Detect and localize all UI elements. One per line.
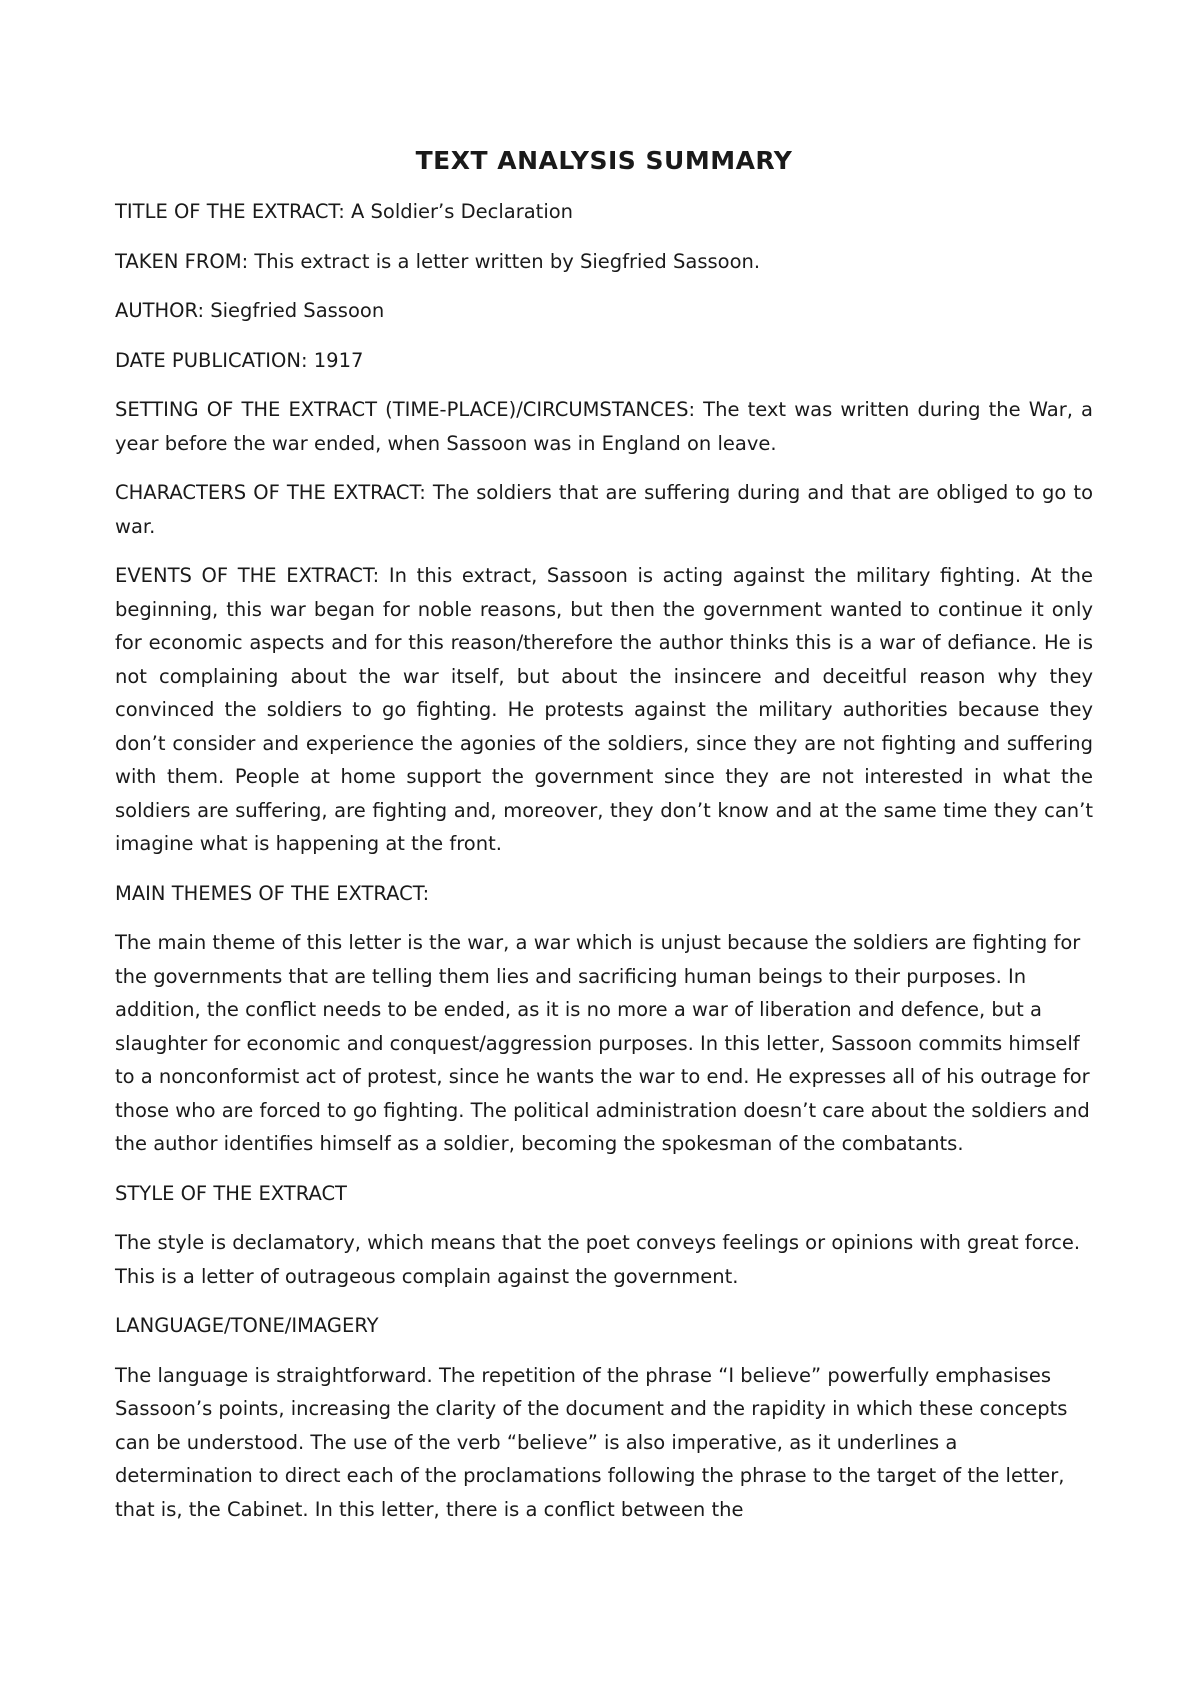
section-heading-style: STYLE OF THE EXTRACT xyxy=(115,1181,347,1205)
section-body-style: The style is declamatory, which means that the poet conveys feelings or opinions with great force. This is a letter of outrageous complain against the government. xyxy=(115,1231,1081,1288)
field-value: In this extract, Sassoon is acting against the military fighting. At the beginning, this war began for noble reasons, but then the government wanted to continue it only for economic aspects and for this reason/therefore the author thinks this is a war of defiance. He is not complaining about the war itself, but about the insincere and deceitful reason why they convinced the soldiers to go fighting. He protests against the military authorities because they don’t consider and experience the agonies of the soldiers, since they are not fighting and suffering with them. People at home support the government since they are not interested in what the soldiers are suffering, are fighting and, moreover, they don’t know and at the same time they can’t imagine what is happening at the front. xyxy=(115,564,1093,855)
field-label: EVENTS OF THE EXTRACT: xyxy=(115,564,380,587)
section-heading-main-themes: MAIN THEMES OF THE EXTRACT: xyxy=(115,881,430,905)
field-value: 1917 xyxy=(313,348,364,372)
document-title: TEXT ANALYSIS SUMMARY xyxy=(415,146,793,175)
field-characters xyxy=(115,476,1093,543)
field-setting xyxy=(115,393,1093,460)
field-label: SETTING OF THE EXTRACT (TIME-PLACE)/CIRCUMSTANCES: xyxy=(115,398,696,421)
field-label: TAKEN FROM: xyxy=(115,249,249,273)
field-label: DATE PUBLICATION: xyxy=(115,348,308,372)
field-label: AUTHOR: xyxy=(115,299,205,322)
field-value: This extract is a letter written by Siegfried Sassoon. xyxy=(254,249,761,273)
field-date-publication xyxy=(115,344,1093,378)
field-events xyxy=(115,559,1093,861)
section-body-language: The language is straightforward. The repetition of the phrase “I believe” powerfully emphasises Sassoon’s points, increasing the clarity of the document and the rapidity in which these concepts can be understood. The use of the verb “believe” is also imperative, as it underlines a determination to direct each of the proclamations following the phrase to the target of the letter, that is, the Cabinet. In this letter, there is a conflict between the xyxy=(115,1363,1068,1521)
field-value: A Soldier’s Declaration xyxy=(350,200,574,223)
field-author xyxy=(115,294,1093,328)
field-label: TITLE OF THE EXTRACT: xyxy=(115,200,345,223)
field-value: The text was written during the War, a year before the war ended, when Sassoon was in England on leave. xyxy=(115,398,1093,455)
field-label: CHARACTERS OF THE EXTRACT: xyxy=(115,481,426,504)
section-body-main-themes: The main theme of this letter is the war, a war which is unjust because the soldiers are fighting for the governments that are telling them lies and sacrificing human beings to their purposes. In addition, the conflict needs to be ended, as it is no more a war of liberation and defence, but a slaughter for economic and conquest/aggression purposes. In this letter, Sassoon commits himself to a nonconformist act of protest, since he wants the war to end. He expresses all of his outrage for those who are forced to go fighting. The political administration doesn’t care about the soldiers and the author identifies himself as a soldier, becoming the spokesman of the combatants. xyxy=(115,931,1090,1155)
section-heading-language: LANGUAGE/TONE/IMAGERY xyxy=(115,1314,379,1337)
field-taken-from xyxy=(115,245,1093,279)
field-value: Siegfried Sassoon xyxy=(210,299,385,322)
field-title-of-extract xyxy=(115,195,1093,229)
field-value: The soldiers that are suffering during and that are obliged to go to war. xyxy=(115,481,1093,538)
